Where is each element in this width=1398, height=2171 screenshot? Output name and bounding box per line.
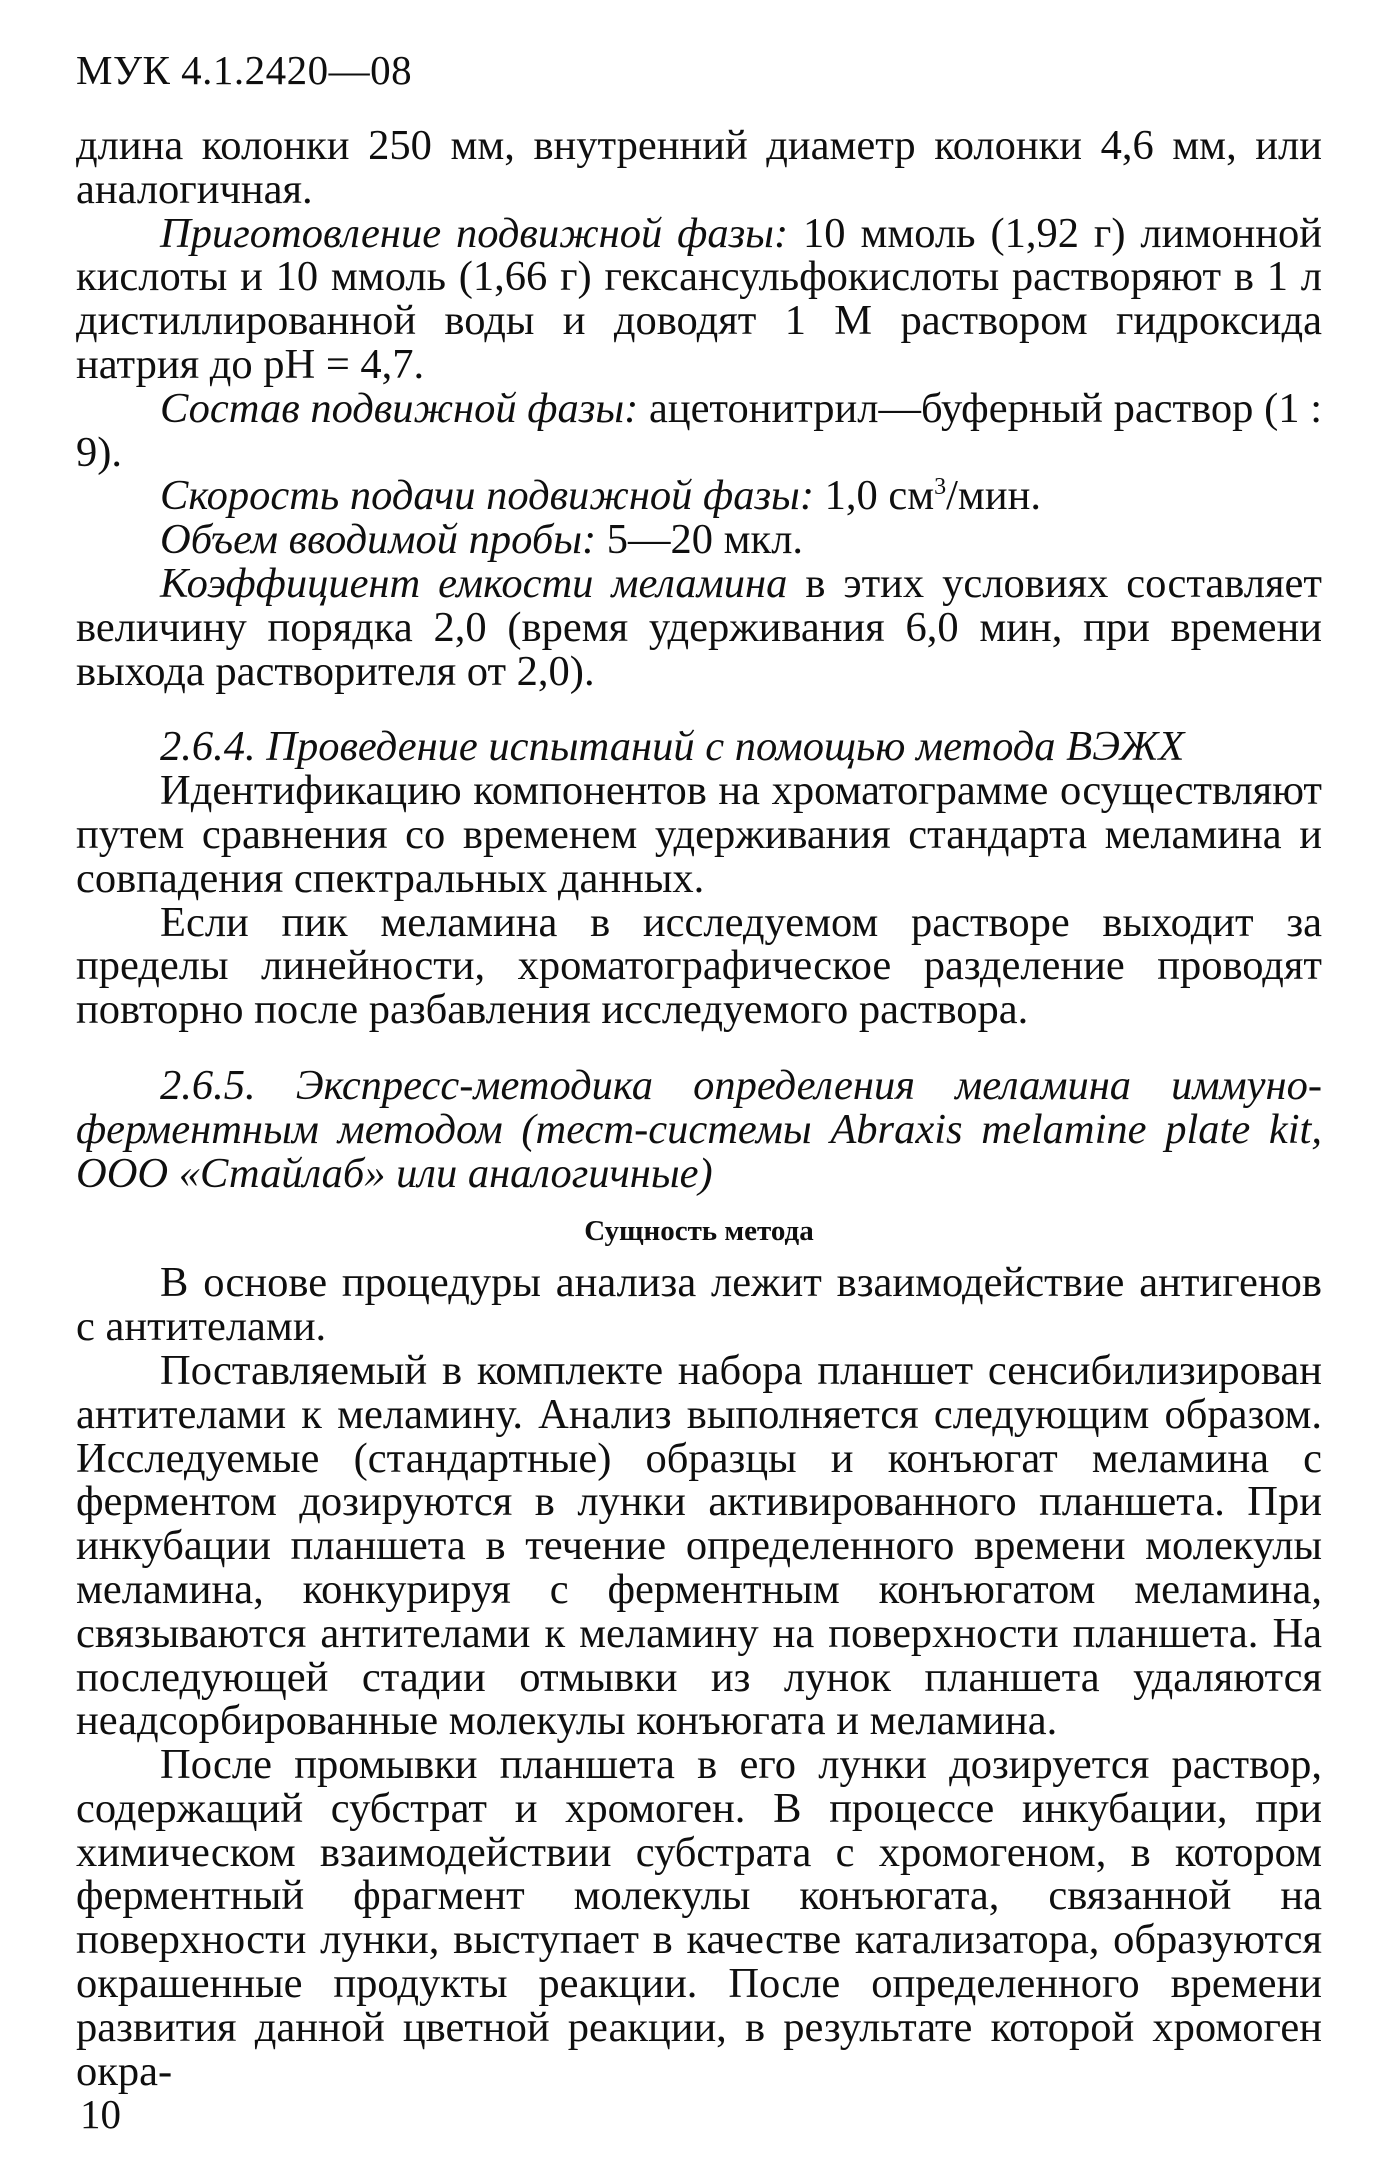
section-2-6-4-paragraph-1: Идентификацию компонентов на хроматограмме осуществляют путем сравнения со временем удерживания стандарта меламина и совпадения спектральных данных. [76,767,1322,902]
section-2-6-5-paragraph-3: После промывки планшета в его лунки дозируется раствор, содержащий субстрат и хромоген. В процессе инкубации, при химическом взаимодействии субстрата с хромогеном, в котором ферментный фрагмент молекулы конъюгата, связанной на поверхности лунки, выступает в качестве катализатора, образуются окрашенные продукты реакции. После определенного времени развития данной цветной реакции, в результате которой хромоген окра- [76,1741,1322,2095]
injection-volume-text: 5—20 мкл. [596,516,804,564]
column-description-continuation: длина колонки 250 мм, внутренний диаметр колонки 4,6 мм, или аналогичная. [76,122,1322,213]
section-2-6-4-paragraph-2: Если пик меламина в исследуемом растворе выходит за пределы линейности, хроматографическое разделение проводят повторно после разбавления исследуемого раствора. [76,898,1322,1034]
flow-rate-superscript: 3 [934,474,947,501]
capacity-factor-label: Коэффициент емкости меламина [160,559,788,607]
page-number: 10 [80,2091,121,2137]
section-gap [76,1032,1322,1064]
method-essence-subheading: Сущность метода [584,1215,814,1248]
capacity-factor-paragraph [76,559,1322,695]
mobile-phase-composition-label: Состав подвижной фазы: [160,384,639,432]
section-2-6-5-heading: 2.6.5. Экспресс-методика определения меламина иммуно-ферментным методом (тест-системы Abraxis melamine plate kit, ООО «Стайлаб» или аналогичные) [76,1061,1322,1197]
mobile-phase-preparation-label: Приготовление подвижной фазы: [160,209,789,257]
document-code-header: МУК 4.1.2420—08 [76,47,413,93]
mobile-phase-preparation-text: 10 ммоль (1,92 г) лимонной кислоты и 10 ммоль (1,66 г) гексансульфокислоты растворяют в 1 л дистиллированной воды и доводят 1 М раствором гидроксида натрия до pH = 4,7. [76,209,1322,388]
section-2-6-5-paragraph-1: В основе процедуры анализа лежит взаимодействие антигенов с антителами. [76,1259,1322,1351]
section-2-6-4-heading: 2.6.4. Проведение испытаний с помощью метода ВЭЖХ [160,723,1185,771]
section-gap [76,693,1322,725]
flow-rate-paragraph [76,474,1322,518]
flow-rate-unit: /мин. [946,472,1041,520]
mobile-phase-composition-paragraph [76,384,1323,476]
section-2-6-5-paragraph-2: Поставляемый в комплекте набора планшет сенсибилизирован антителами к меламину. Анализ выполняется следующим образом. Исследуемые (стандартные) образцы и конъюгат меламина с ферментом дозируются в лунки активированного планшета. При инкубации планшета в течение определенного времени молекулы меламина, конкурируя с ферментным конъюгатом меламина, связываются антителами к меламину на поверхности планшета. На последующей стадии отмывки из лунок планшета удаляются неадсорбированные молекулы конъюгата и меламина. [76,1346,1322,1745]
mobile-phase-composition-text: ацетонитрил—буферный раствор (1 : 9). [76,384,1323,476]
injection-volume-label: Объем вводимой пробы: [160,516,597,564]
mobile-phase-preparation-paragraph [76,209,1322,388]
injection-volume-paragraph [76,518,1322,562]
document-page [76,44,1322,2093]
flow-rate-label: Скорость подачи подвижной фазы: [160,472,814,520]
flow-rate-value: 1,0 см [813,472,935,520]
capacity-factor-text: в этих условиях составляет величину порядка 2,0 (время удерживания 6,0 мин, при времени выхода растворителя от 2,0). [76,559,1322,695]
